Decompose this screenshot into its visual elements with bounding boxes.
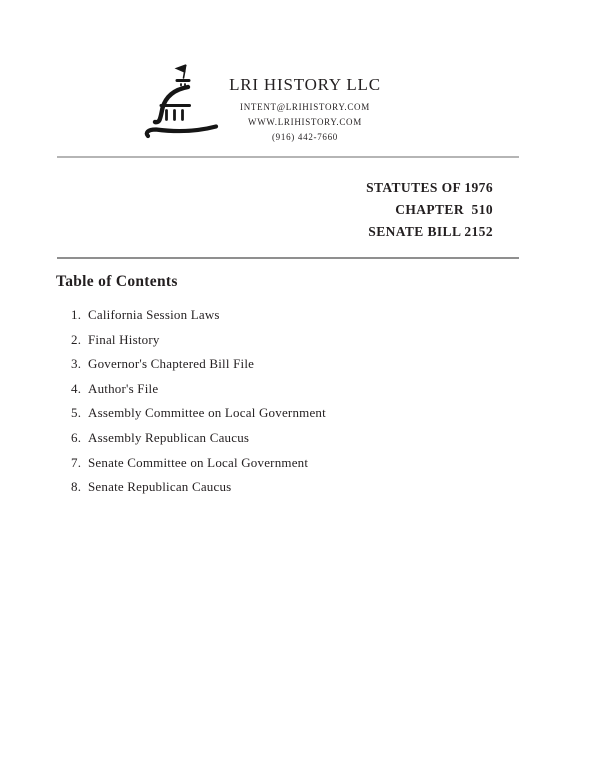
- letterhead: [215, 75, 395, 145]
- toc-item-label: Assembly Committee on Local Government: [88, 405, 326, 421]
- toc-item: [71, 475, 326, 500]
- company-phone: (916) 442-7660: [271, 132, 339, 142]
- company-email: INTENT@LRIHISTORY.COM: [240, 102, 370, 112]
- toc-item-number: 8.: [71, 479, 82, 495]
- toc-item-number: 3.: [71, 356, 82, 372]
- toc-item-label: Senate Republican Caucus: [88, 479, 232, 495]
- toc-item-number: 4.: [71, 380, 82, 396]
- toc-item-number: 1.: [71, 307, 82, 322]
- toc-item-label: California Session Laws: [88, 307, 220, 322]
- toc-item-label: Senate Committee on Local Government: [88, 454, 309, 470]
- capitol-dome-icon: [141, 60, 223, 146]
- bill-reference: [366, 177, 493, 243]
- toc-item-number: 5.: [71, 405, 82, 421]
- toc-item-number: 2.: [71, 331, 82, 347]
- senate-bill-line: SENATE BILL 2152: [368, 224, 493, 239]
- toc-heading: Table of Contents: [56, 273, 178, 290]
- company-name: LRI HISTORY LLC: [229, 75, 381, 94]
- toc-item: [71, 352, 326, 377]
- toc-item: [71, 451, 326, 476]
- toc-item: [71, 328, 326, 353]
- toc-item-number: 6.: [71, 429, 82, 445]
- toc-item-label: Author's File: [88, 380, 159, 396]
- chapter-line: CHAPTER 510: [395, 202, 493, 217]
- company-website: WWW.LRIHISTORY.COM: [248, 117, 362, 127]
- divider-bottom: [57, 257, 519, 259]
- toc-item-label: Assembly Republican Caucus: [88, 429, 250, 445]
- toc-item: [71, 401, 326, 426]
- statutes-line: STATUTES OF 1976: [366, 180, 493, 195]
- toc-item: [71, 426, 326, 451]
- toc-item: [71, 377, 326, 402]
- toc-item-number: 7.: [71, 454, 82, 470]
- toc-list: [71, 303, 326, 500]
- divider-top: [57, 156, 519, 158]
- toc-item-label: Final History: [88, 331, 160, 347]
- toc-item-label: Governor's Chaptered Bill File: [88, 356, 255, 372]
- toc-item: [71, 303, 326, 328]
